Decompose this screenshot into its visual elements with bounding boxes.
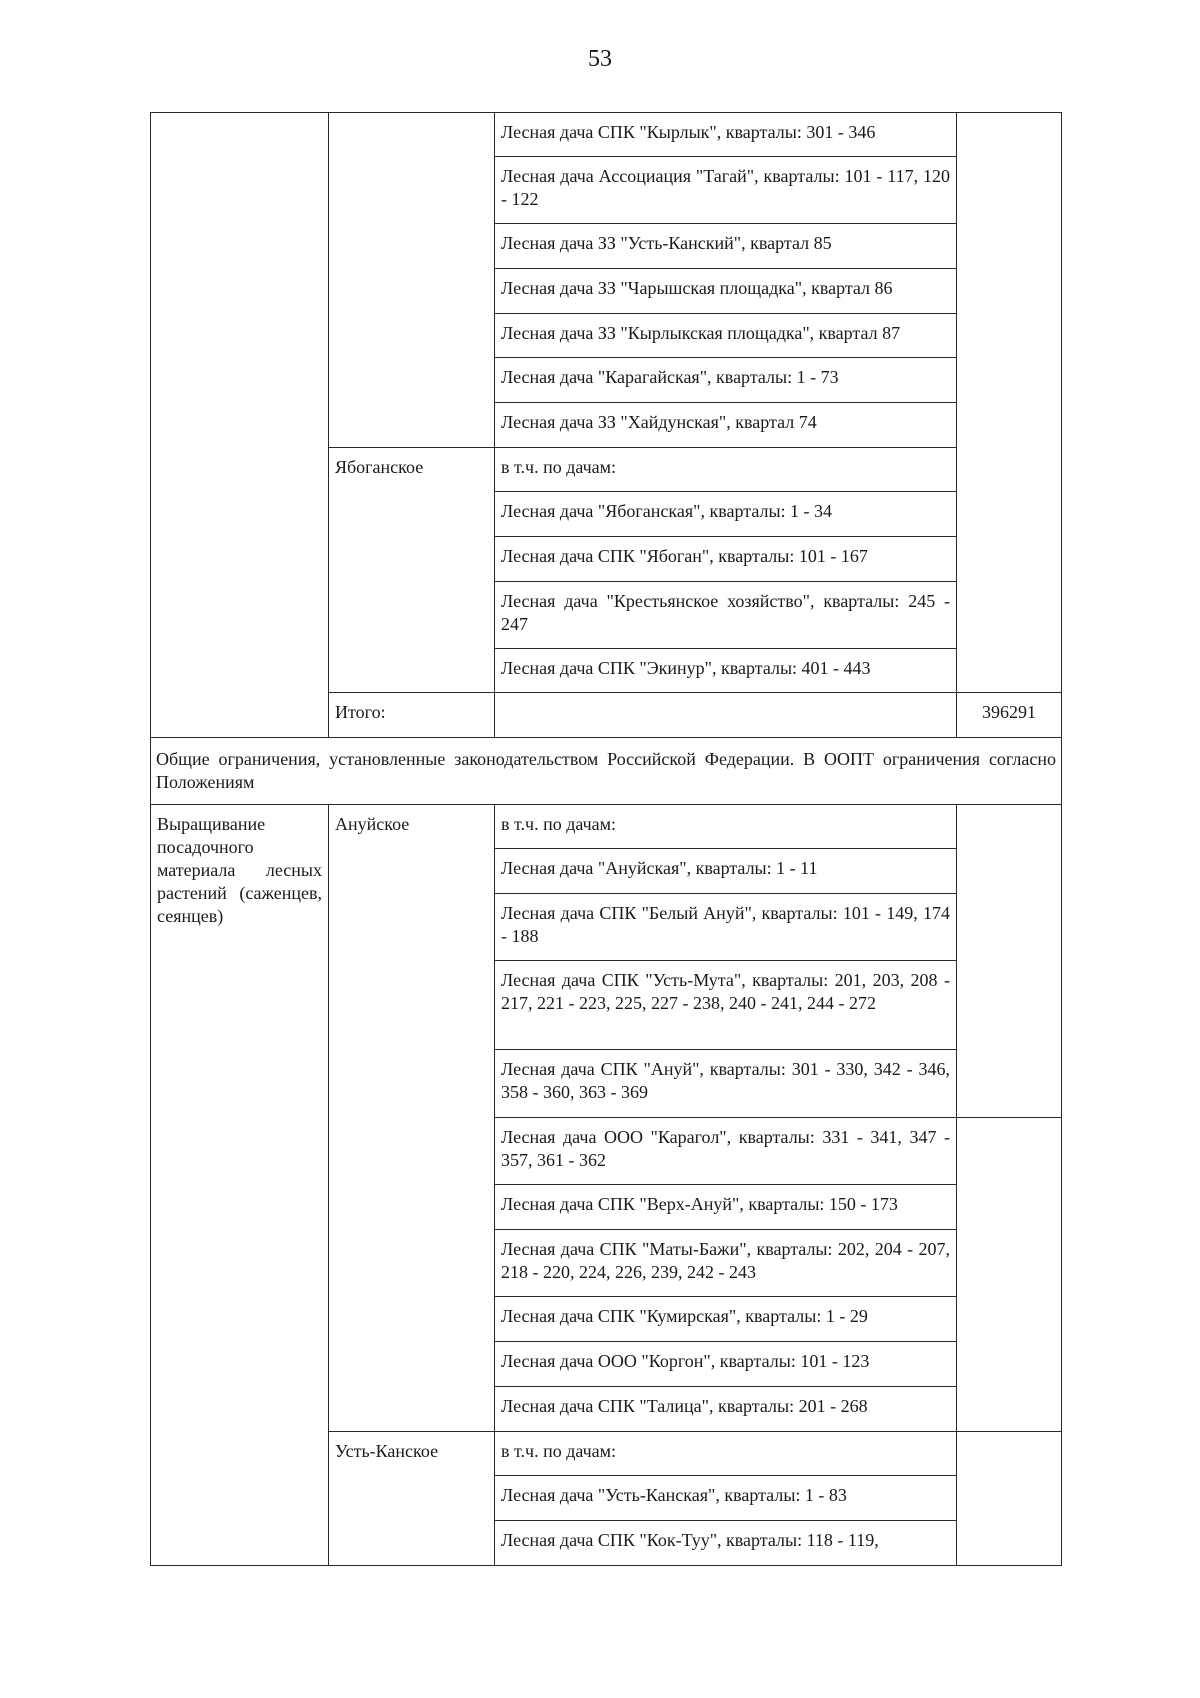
table-row: Лесная дача СПК "Ануй", кварталы: 301 - 330, 342 - 346, 358 - 360, 363 - 369	[501, 1059, 950, 1102]
table-border-top	[150, 112, 1062, 113]
row-divider	[494, 1520, 956, 1521]
column-divider	[956, 804, 957, 1565]
activity-name: Выращивание посадочного материала лесных растений (саженцев, сеянцев)	[157, 814, 322, 926]
row-divider	[494, 1475, 956, 1476]
row-divider	[494, 1229, 956, 1230]
table-row: Лесная дача "Ануйская", кварталы: 1 - 11	[501, 858, 818, 878]
total-label: Итого:	[335, 702, 386, 722]
row-divider	[494, 156, 956, 157]
table-row: Лесная дача "Усть-Канская", кварталы: 1 - 83	[501, 1485, 847, 1505]
forestry-name: Усть-Канское	[335, 1441, 439, 1461]
table-row: Лесная дача СПК "Ябоган", кварталы: 101 - 167	[501, 546, 868, 566]
column-divider	[328, 804, 329, 1565]
table-row: Лесная дача СПК "Экинур", кварталы: 401 - 443	[501, 658, 871, 678]
table-row: Лесная дача ЗЗ "Хайдунская", квартал 74	[501, 412, 817, 432]
row-divider	[494, 1117, 1062, 1118]
table-row: в т.ч. по дачам:	[501, 1441, 617, 1461]
table-row: Лесная дача СПК "Усть-Мута", кварталы: 201, 203, 208 - 217, 221 - 223, 225, 227 - 238, 240 - 241, 244 - 272	[501, 970, 950, 1013]
row-divider	[494, 223, 956, 224]
table-row: Лесная дача ЗЗ "Усть-Канский", квартал 85	[501, 233, 832, 253]
forestry-name: Ябоганское	[335, 457, 424, 477]
row-divider	[494, 581, 956, 582]
total-value: 396291	[982, 702, 1036, 722]
table-row: Лесная дача СПК "Кырлык", кварталы: 301 - 346	[501, 122, 876, 142]
row-divider	[150, 804, 1062, 805]
forest-quarters-table	[150, 112, 1062, 1565]
table-row: Лесная дача СПК "Кок-Туу", кварталы: 118 - 119,	[501, 1530, 879, 1550]
restrictions-note: Общие ограничения, установленные законодательством Российской Федерации. В ООПТ ограничения согласно Положениям	[156, 749, 1056, 792]
table-row: в т.ч. по дачам:	[501, 457, 617, 477]
table-border-left	[150, 112, 151, 1565]
table-row: Лесная дача СПК "Белый Ануй", кварталы: 101 - 149, 174 - 188	[501, 903, 950, 946]
forestry-name: Ануйское	[335, 814, 410, 834]
row-divider	[150, 737, 1062, 738]
table-row: Лесная дача СПК "Маты-Бажи", кварталы: 202, 204 - 207, 218 - 220, 224, 226, 239, 242 - 243	[501, 1239, 950, 1282]
row-divider	[494, 402, 956, 403]
row-divider	[328, 1431, 1062, 1432]
table-border-right	[1061, 112, 1062, 1565]
table-row: Лесная дача ООО "Коргон", кварталы: 101 - 123	[501, 1351, 870, 1371]
row-divider	[494, 1049, 956, 1050]
table-row: Лесная дача ООО "Карагол", кварталы: 331 - 341, 347 - 357, 361 - 362	[501, 1127, 950, 1170]
row-divider	[494, 536, 956, 537]
table-row: Лесная дача ЗЗ "Кырлыкская площадка", квартал 87	[501, 323, 901, 343]
table-row: в т.ч. по дачам:	[501, 814, 617, 834]
column-divider	[956, 112, 957, 737]
row-divider	[494, 313, 956, 314]
row-divider	[494, 1296, 956, 1297]
column-divider	[494, 112, 495, 737]
table-border-bottom	[150, 1565, 1062, 1566]
row-divider	[494, 893, 956, 894]
row-divider	[494, 848, 956, 849]
row-divider	[494, 1184, 956, 1185]
row-divider	[494, 491, 956, 492]
table-row: Лесная дача "Крестьянское хозяйство", кварталы: 245 - 247	[501, 591, 950, 634]
row-divider	[494, 648, 956, 649]
table-row: Лесная дача СПК "Талица", кварталы: 201 - 268	[501, 1396, 868, 1416]
row-divider	[328, 692, 1062, 693]
row-divider	[494, 268, 956, 269]
table-row: Лесная дача "Карагайская", кварталы: 1 - 73	[501, 367, 839, 387]
table-row: Лесная дача "Ябоганская", кварталы: 1 - 34	[501, 501, 833, 521]
row-divider	[328, 447, 956, 448]
table-row: Лесная дача СПК "Кумирская", кварталы: 1 - 29	[501, 1306, 868, 1326]
row-divider	[494, 1386, 956, 1387]
row-divider	[494, 960, 956, 961]
column-divider	[328, 112, 329, 737]
table-row: Лесная дача ЗЗ "Чарышская площадка", квартал 86	[501, 278, 893, 298]
row-divider	[494, 1341, 956, 1342]
table-row: Лесная дача СПК "Верх-Ануй", кварталы: 150 - 173	[501, 1194, 898, 1214]
table-row: Лесная дача Ассоциация "Тагай", кварталы: 101 - 117, 120 - 122	[501, 166, 950, 209]
row-divider	[494, 357, 956, 358]
page-number: 53	[588, 46, 612, 72]
